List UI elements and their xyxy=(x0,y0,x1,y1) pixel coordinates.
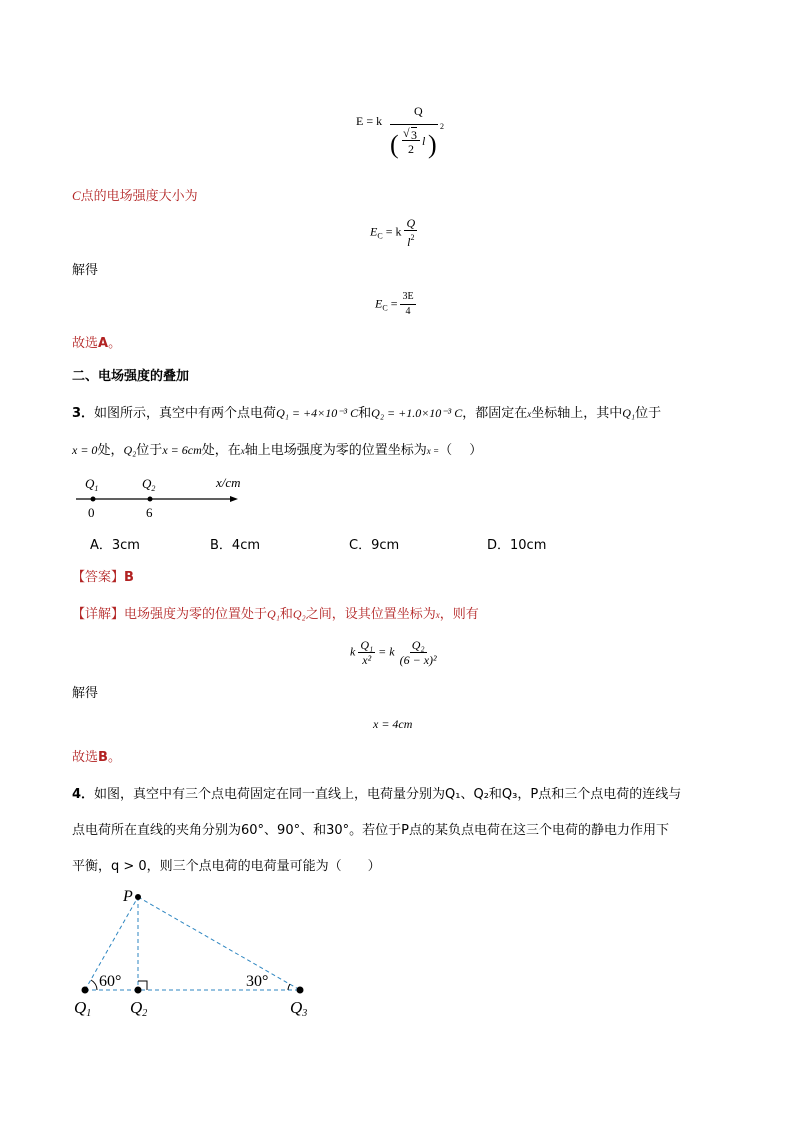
q3-l2-c: 位于 xyxy=(136,443,163,458)
detail-b: 之间，设其位置坐标为 xyxy=(305,607,436,622)
q3-option-c[interactable]: C．9cm xyxy=(349,538,400,553)
q3-axis-var: x xyxy=(527,409,532,419)
formula-field-e xyxy=(356,104,456,168)
ec3-e: E xyxy=(375,296,383,311)
detail-and: 和 xyxy=(279,607,293,622)
sqrt-sign: √ xyxy=(403,126,410,140)
point-q3-dot xyxy=(297,987,304,994)
ec-e: E xyxy=(370,224,378,239)
f4-num1: Q₁ xyxy=(360,638,374,652)
point-q1-dot xyxy=(82,987,89,994)
ec-eq: = k xyxy=(382,224,402,239)
ec-den-exp: 2 xyxy=(410,233,415,242)
c-point-intensity-line xyxy=(72,187,198,206)
ec-num: Q xyxy=(406,216,416,230)
point-q2-dot xyxy=(135,987,142,994)
f4-den2: (6 − x)² xyxy=(399,653,437,667)
choose2-answer: B xyxy=(98,750,108,765)
q4-triangle-figure xyxy=(70,880,330,1020)
q4-line1-text: 如图，真空中有三个点电荷固定在同一直线上，电荷量分别为Q₁、Q₂和Q₃，P点和三个点电荷的连线与 xyxy=(94,787,682,802)
q3-detail-line xyxy=(72,605,479,624)
q4-number: 4． xyxy=(72,787,95,802)
q3-l2-a: x = 0 xyxy=(72,443,98,457)
label-q3: Q3 xyxy=(290,998,308,1019)
detail-q2: Q₂ xyxy=(292,607,306,621)
q4-line-2: 点电荷所在直线的夹角分别为60°、90°、和30°。若位于P点的某负点电荷在这三个电荷的静电力作用下 xyxy=(72,823,669,838)
section-title: 二、电场强度的叠加 xyxy=(72,369,190,384)
answer-value: B xyxy=(124,570,134,585)
q3-option-a[interactable]: A．3cm xyxy=(90,538,140,553)
q3-text-b: ，都固定在 xyxy=(462,406,528,421)
formula-ec xyxy=(370,216,417,249)
f4-frac1 xyxy=(358,638,375,667)
q4-line-1 xyxy=(72,786,681,804)
detail-c: ，则有 xyxy=(439,607,479,622)
f4-eq: = k xyxy=(378,644,395,659)
angle-60-arc xyxy=(91,980,97,990)
q3-l2-i: （ ） xyxy=(439,443,483,458)
line-q3-p xyxy=(138,897,300,990)
q3-l2-d: x = 6cm xyxy=(162,443,202,457)
formula-var-l: l xyxy=(422,134,426,148)
q3-l2-f: x xyxy=(240,446,245,456)
q3-line-2 xyxy=(72,441,482,460)
ec-den: l xyxy=(407,235,411,249)
q3-text-c: 坐标轴上，其中 xyxy=(531,406,623,421)
detail-a: 电场强度为零的位置处于 xyxy=(124,607,268,622)
formula-lhs: E = k xyxy=(356,114,383,128)
q3-text-d: 位于 xyxy=(635,406,662,421)
answer-tag: 【答案】 xyxy=(72,570,125,585)
fig-label-q2: $Q_2$ xyxy=(142,476,156,493)
q3-l2-g: 轴上电场强度为零的位置坐标为 xyxy=(244,443,427,458)
q3-l2-h: x = xyxy=(426,446,440,456)
detail-q1: Q₁ xyxy=(267,607,280,621)
q3-number: 3． xyxy=(72,406,95,421)
formula-exp: 2 xyxy=(440,122,444,131)
q3-l2-e: 处，在 xyxy=(201,443,241,458)
ec3-den: 4 xyxy=(405,306,411,317)
point-p-dot xyxy=(135,894,141,900)
q3-result: x = 4cm xyxy=(373,717,413,731)
fig-tick-6: 6 xyxy=(146,505,153,520)
q3-and: 和 xyxy=(358,406,372,421)
f4-k1: k xyxy=(350,644,356,659)
fig-tick-0: 0 xyxy=(88,505,95,520)
ec3-sub: C xyxy=(382,303,388,313)
choose2-prefix: 故选 xyxy=(72,750,99,765)
fig-axis-label: x/cm xyxy=(216,475,241,490)
c-intensity-text: 点的电场强度大小为 xyxy=(80,189,198,204)
formula-ec-result xyxy=(375,290,416,319)
solve-label-2: 解得 xyxy=(72,686,99,701)
ec3-fraction xyxy=(400,290,415,319)
charge-q2-dot xyxy=(148,497,153,502)
q3-l2-b: 处， xyxy=(97,443,124,458)
fig-label-q1: $Q_1$ xyxy=(85,476,99,493)
choose-line-1 xyxy=(72,335,121,353)
label-c: C xyxy=(72,188,81,203)
q3-text-a: 如图所示，真空中有两个点电荷 xyxy=(94,406,277,421)
label-q2: Q2 xyxy=(130,998,148,1019)
label-p: P xyxy=(123,888,133,905)
paren-left: ( xyxy=(390,130,399,159)
formula-numerator: Q xyxy=(414,104,423,118)
choose2-suffix: 。 xyxy=(107,750,121,765)
ec3-eq: = xyxy=(387,296,401,311)
q3-q1-expr: Q₁ = +4×10⁻³ C xyxy=(276,406,359,420)
q3-line-1 xyxy=(72,404,661,423)
solve-label-1: 解得 xyxy=(72,263,99,278)
choose-line-2 xyxy=(72,749,121,767)
choose1-answer: A xyxy=(98,336,109,351)
ec-sub: C xyxy=(377,231,383,241)
ec-fraction xyxy=(404,216,417,249)
paren-right: ) xyxy=(428,130,437,159)
f4-den1: x² xyxy=(362,653,372,667)
formula-balance xyxy=(350,638,439,667)
axis-arrow-icon xyxy=(230,496,238,502)
q4-line-3: 平衡，q > 0，则三个点电荷的电荷量可能为（ ） xyxy=(72,859,381,874)
q3-l2-q2: Q₂ xyxy=(123,443,137,457)
q3-option-b[interactable]: B．4cm xyxy=(210,538,261,553)
charge-q1-dot xyxy=(91,497,96,502)
choose1-suffix: 。 xyxy=(108,336,122,351)
q3-option-d[interactable]: D．10cm xyxy=(487,538,547,553)
detail-x: x xyxy=(435,610,440,620)
label-q1: Q1 xyxy=(74,998,92,1019)
angle-30-arc xyxy=(288,984,290,990)
sqrt-den: 2 xyxy=(408,142,414,156)
inner-fraction-bar xyxy=(402,140,420,141)
f4-frac2 xyxy=(398,638,439,667)
ec3-num: 3E xyxy=(400,290,415,305)
choose1-prefix: 故选 xyxy=(72,336,99,351)
label-angle-30: 30° xyxy=(246,973,269,990)
detail-tag: 【详解】 xyxy=(72,607,125,622)
q3-axis-figure xyxy=(70,470,250,522)
f4-num2: Q₂ xyxy=(411,638,425,652)
fraction-bar xyxy=(390,124,438,125)
q3-q2-expr: Q₂ = +1.0×10⁻³ C xyxy=(371,406,463,420)
sqrt-num: 3 xyxy=(411,128,417,142)
q3-answer-line xyxy=(72,569,134,587)
label-angle-60: 60° xyxy=(99,973,122,990)
q3-q1: Q₁ xyxy=(622,406,636,420)
